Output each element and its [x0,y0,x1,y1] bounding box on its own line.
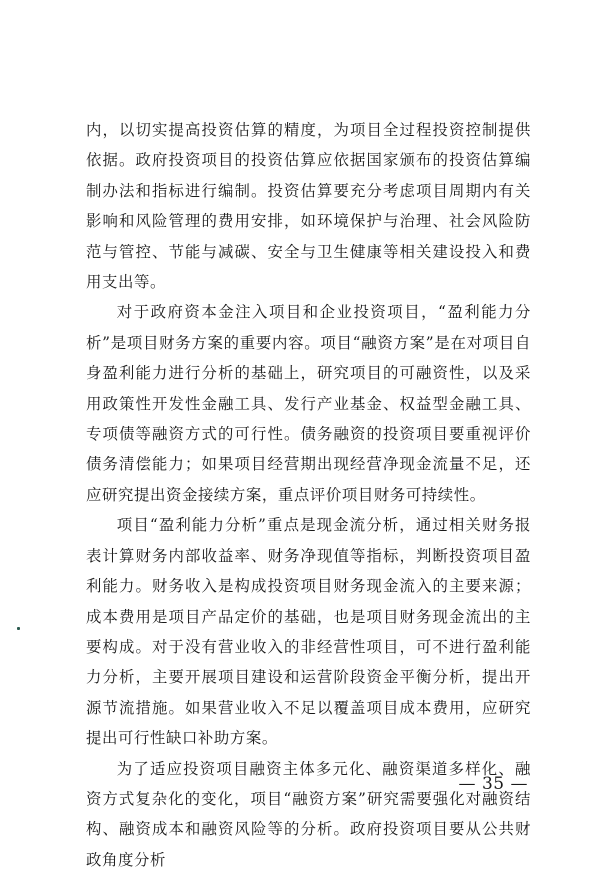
paragraph-3: 项目“盈利能力分析”重点是现金流分析，通过相关财务报表计算财务内部收益率、财务净现值等指标，判断投资项目盈利能力。财务收入是构成投资项目财务现金流入的主要来源；成本费用是项目产品定价的基础，也是项目财务现金流出的主要构成。对于没有营业收入的非经营性项目，可不进行盈利能力分析，主要开展项目建设和运营阶段资金平衡分析，提出开源节流措施。如果营业收入不足以覆盖项目成本费用，应研究提出可行性缺口补助方案。 [86,516,531,748]
page-number: — 35 — [458,774,528,794]
body-text [86,115,531,875]
paragraph-1: 内，以切实提高投资估算的精度，为项目全过程投资控制提供依据。政府投资项目的投资估算应依据国家颁布的投资估算编制办法和指标进行编制。投资估算要充分考虑项目周期内有关影响和风险管理的费用安排，如环境保护与治理、社会风险防范与管控、节能与减碳、安全与卫生健康等相关建设投入和费用支出等。 [86,121,531,292]
paragraph-4: 为了适应投资项目融资主体多元化、融资渠道多样化、融资方式复杂化的变化，项目“融资方案”研究需要强化对融资结构、融资成本和融资风险等的分析。政府投资项目要从公共财政角度分析 [86,759,531,869]
scan-speck [17,627,20,630]
paragraph-2: 对于政府资本金注入项目和企业投资项目，“盈利能力分析”是项目财务方案的重要内容。项目“融资方案”是在对项目自身盈利能力进行分析的基础上，研究项目的可融资性，以及采用政策性开发性金融工具、发行产业基金、权益型金融工具、专项债等融资方式的可行性。债务融资的投资项目要重视评价债务清偿能力；如果项目经营期出现经营净现金流量不足，还应研究提出资金接续方案，重点评价项目财务可持续性。 [86,303,531,504]
